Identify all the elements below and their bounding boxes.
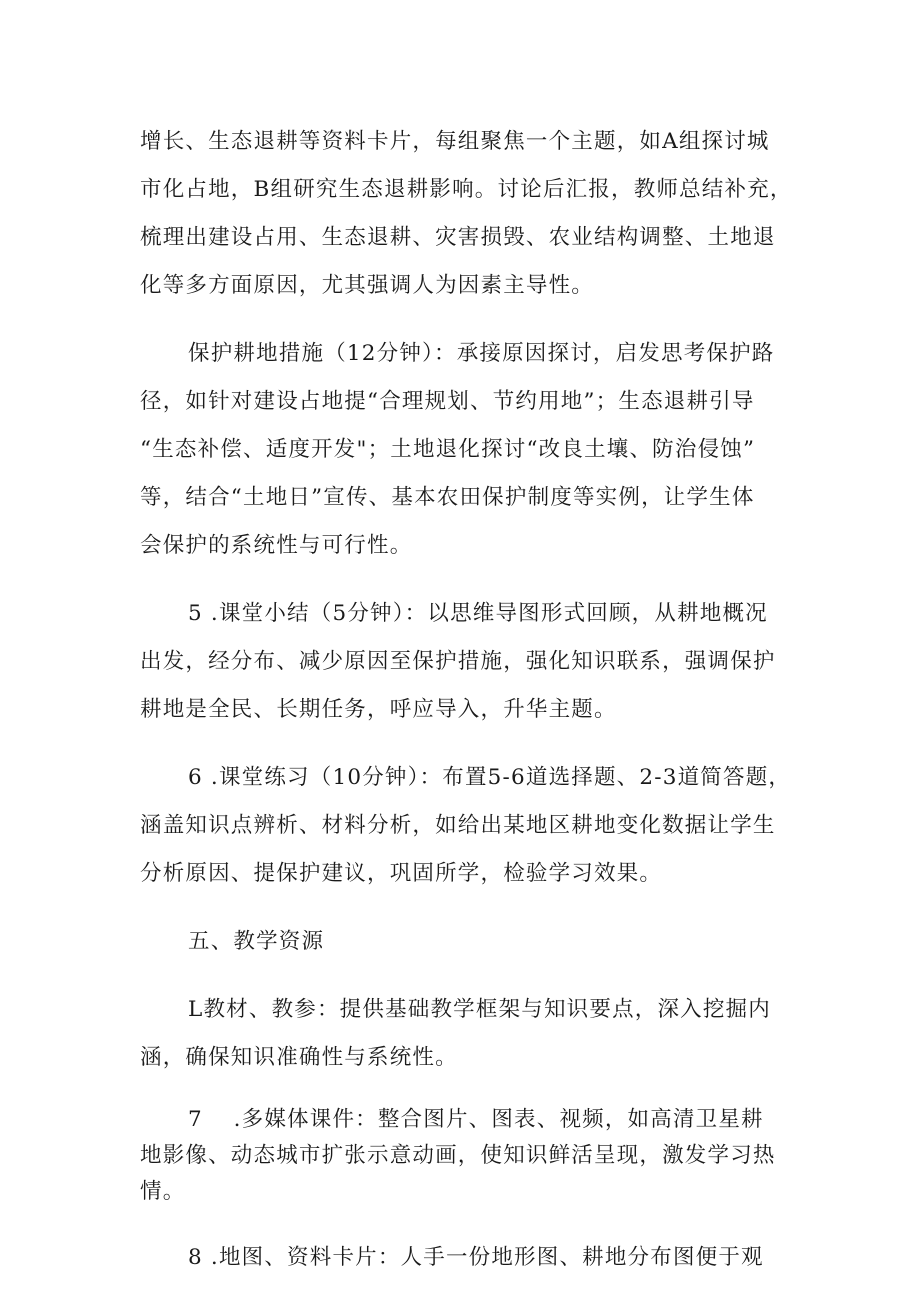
text-line: 涵盖知识点辨析、材料分析，如给出某地区耕地变化数据让学生 (140, 813, 776, 838)
text-line: 情。 (140, 1179, 186, 1204)
text-line: 6 .课堂练习（10分钟）：布置5-6道选择题、2-3道简答题， (188, 765, 792, 790)
paragraph-class-summary (140, 590, 790, 734)
text-line: 会保护的系统性与可行性。 (140, 533, 413, 558)
paragraph-maps-cards (140, 1234, 790, 1282)
text-line: 径，如针对建设占地提“合理规划、节约用地”；生态退耕引导 (140, 389, 755, 414)
text-line: 地影像、动态城市扩张示意动画，使知识鲜活呈现，激发学习热 (140, 1143, 776, 1168)
text-line: L教材、教参：提供基础教学框架与知识要点，深入挖掘内 (188, 997, 771, 1022)
text-line: 5 .课堂小结（5分钟）：以思维导图形式回顾，从耕地概况 (188, 601, 768, 626)
section-heading-teaching-resources: 五、教学资源 (188, 929, 325, 954)
text-line: 耕地是全民、长期任务，呼应导入，升华主题。 (140, 697, 617, 722)
paragraph-causes-discussion (140, 118, 793, 310)
paragraph-class-exercise (140, 754, 790, 898)
paragraph-textbooks (140, 986, 790, 1082)
text-line: 出发，经分布、减少原因至保护措施，强化知识联系，强调保护 (140, 649, 776, 674)
text-line: 等，结合“土地日”宣传、基本农田保护制度等实例，让学生体 (140, 485, 755, 510)
document-body (140, 118, 793, 1302)
text-line: 涵，确保知识准确性与系统性。 (140, 1045, 458, 1070)
text-line: 分析原因、提保护建议，巩固所学，检验学习效果。 (140, 861, 663, 886)
text-line: “生态补偿、适度开发"；土地退化探讨“改良土壤、防治侵蚀” (140, 437, 756, 462)
text-line: 市化占地，B组研究生态退耕影响。讨论后汇报，教师总结补充， (140, 177, 793, 202)
text-line: 化等多方面原因，尤其强调人为因素主导性。 (140, 273, 595, 298)
paragraph-protection-measures (140, 330, 790, 570)
text-line: 8 .地图、资料卡片：人手一份地形图、耕地分布图便于观 (188, 1245, 764, 1270)
text-line: 梳理出建设占用、生态退耕、灾害损毁、农业结构调整、土地退 (140, 225, 776, 250)
text-line: 增长、生态退耕等资料卡片，每组聚焦一个主题，如A组探讨城 (140, 129, 770, 154)
text-line: 7 .多媒体课件：整合图片、图表、视频，如高清卫星耕 (188, 1107, 764, 1132)
paragraph-multimedia (140, 1102, 790, 1210)
text-line: 保护耕地措施（12分钟）：承接原因探讨，启发思考保护路 (188, 341, 775, 366)
